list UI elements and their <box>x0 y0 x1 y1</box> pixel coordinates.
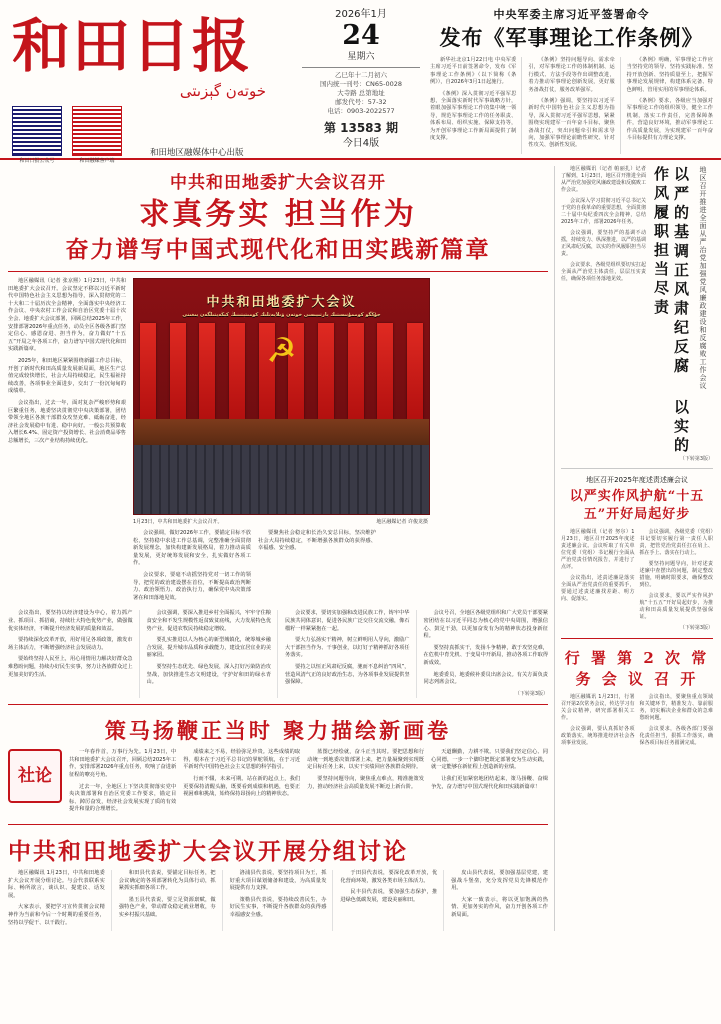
story-paragraph: 2025年，和田地区紧紧围绕新疆工作总目标，开创了新时代和田高质量发展新局面，地区生产总值完成较快增长，社会大局持续稳定，民生福祉持续改善，各项事业全面进步，交出了一份沉甸甸的成绩单。 <box>8 357 126 395</box>
group-discussion-columns <box>8 870 548 931</box>
masthead-left <box>12 14 284 100</box>
story-column <box>8 610 140 698</box>
sidebar-vertical-headline: 以严的基调正风肃纪反腐 以实的作风履职担当尽责 <box>652 166 690 456</box>
story-column <box>230 870 334 931</box>
story-paragraph: 要持续深化改革开放，用好用足各项政策，激发市场主体活力，不断增强经济社会发展动力。 <box>8 637 133 651</box>
photo-credit: 地区融媒记者 许俊龙摄 <box>376 519 428 525</box>
lead-paragraph: 新华社北京1月22日电 中央军委主席习近平日前签署命令，发布《军事理论工作条例》（以下简称《条例》），自2026年3月1日起施行。 <box>430 57 517 86</box>
lead-paragraph: 《条例》强调，要坚持以习近平新时代中国特色社会主义思想为指导，深入贯彻习近平强军思想，紧紧围绕实现建军一百年奋斗目标，聚焦备战打仗，突出问题牵引和需求导向，加强军事理论前瞻性研究、针对性攻关、创新性发展。 <box>528 98 615 149</box>
lead-columns <box>430 57 713 154</box>
group-discussion-headline: 中共和田地委扩大会议开展分组讨论 <box>8 838 408 866</box>
editorial-paragraph: 让我们更加紧密地团结起来，策马扬鞭、奋楫争先，奋力谱写中国式现代化和田实践新篇章！ <box>431 776 548 790</box>
editorial-headline: 策马扬鞭正当时 聚力描绘新画卷 <box>104 718 452 744</box>
story-paragraph: 会议要求，要毫不动摇坚持党对一切工作的领导，把党的政治建设摆在首位，不断提高政治判断力、政治领悟力、政治执行力，确保党中央决策部署在和田落地见效。 <box>133 571 251 601</box>
story-paragraph: 地区融媒讯 1月23日，行署召开第2次常务会议，传达学习有关会议精神，研究部署相关工作。 <box>561 694 635 721</box>
story-paragraph: 要始终坚持人民至上，用心用情用力解决好群众急难愁盼问题，持续办好民生实事，努力让各族群众过上更加美好的生活。 <box>8 656 133 678</box>
lead-column <box>528 57 620 154</box>
page-count: 今日4版 <box>342 138 380 149</box>
story-column <box>119 870 223 931</box>
story-paragraph: 要坚持真抓实干，发扬斗争精神，敢于攻坚克难，在危机中育先机、于变局中开新局，推动各项工作取得新成效。 <box>423 644 549 666</box>
continuation-note: （下转第3版） <box>679 456 713 462</box>
sidebar-third-columns <box>561 694 713 751</box>
conference-photo <box>133 278 430 515</box>
qr-code-group <box>12 106 122 164</box>
story-paragraph: 会议指出，过去一年，面对复杂严峻形势和艰巨繁重任务，地委坚决贯彻党中央决策部署，团结带领全地区各族干部群众攻坚克难、砥砺奋进，经济社会发展稳中有进、稳中向好。一般公共预算收入增长6.4%、固定资产投资增长、社会消费品零售总额增长，三次产业结构持续优化。 <box>8 399 126 444</box>
masthead <box>0 0 721 164</box>
main-story-bottom <box>8 610 548 698</box>
story-paragraph: 皮山县代表说，要加强基层党建，建强战斗堡垒，充分发挥党员先锋模范作用。 <box>451 870 548 892</box>
sidebar-second-headline: 以严实作风护航“十五五”开好局起好步 <box>569 489 705 522</box>
weekday: 星期六 <box>347 52 375 62</box>
story-paragraph: 要大力弘扬实干精神，树立鲜明用人导向，激励广大干部担当作为、干事创业，以钉钉子精神抓好各项任务落实。 <box>285 637 410 659</box>
sidebar-second-kicker: 地区召开2025年度述责述廉会议 <box>586 476 688 484</box>
lead-story <box>430 6 713 154</box>
editorial-paragraph: 过去一年，全地区上下坚决贯彻落实党中央决策部署和自治区党委工作要求，锚定目标、踔厉奋发，经济社会发展实现了质的有效提升和量的合理增长。 <box>69 783 177 813</box>
story-column <box>451 870 548 931</box>
story-paragraph: 地委委员，地委候补委员出席会议。有关方面负责同志列席会议。 <box>423 671 548 686</box>
editorial-block <box>8 749 548 818</box>
editorial-paragraph: 行而不辍，未来可期。站在新的起点上，我们更要保持清醒头脑，既要看到成绩和机遇，也要正视困难和挑战，始终保持昂扬向上的精神状态。 <box>183 776 301 798</box>
continuation-note: （下转第3版） <box>514 690 548 697</box>
photo-banner-text <box>134 291 429 318</box>
story-paragraph: 会议号召，全地区各级党组织和广大党员干部要紧密团结在以习近平同志为核心的党中央周围，增强信心、鼓足干劲，以更加奋发有为的精神状态投身新征程。 <box>423 610 548 640</box>
audience-seating <box>134 445 429 514</box>
qr-caption-app: 和田融媒客户端 <box>79 158 115 164</box>
lead-kicker: 中央军委主席习近平签署命令 <box>493 8 650 21</box>
story-paragraph: 地区融媒讯 1月23日，中共和田地委扩大会议开展分组讨论。与会代表联系实际、畅所欲言，谈认识、提建议、话发展。 <box>8 870 105 899</box>
story-paragraph: 会议强调，要认真抓好各项政策落实，统筹推进经济社会各项事业发展。 <box>561 726 635 746</box>
story-column <box>8 870 112 931</box>
paper-title-uyghur: خوتەن گېزىتى <box>179 82 266 100</box>
lead-paragraph: 《条例》要求，各级应当加强对军事理论工作的组织领导，健全工作机制，落实工作责任，完善保障条件，营造良好环境，推动军事理论工作高质量发展，为实现建军一百年奋斗目标提供有力理论支撑。 <box>626 98 713 142</box>
divider-red <box>8 824 548 825</box>
story-paragraph: 要聚焦社会稳定和长治久安总目标，坚决维护社会大局持续稳定，不断增强各族群众的获得感、幸福感、安全感。 <box>258 530 376 552</box>
sidebar-top-article <box>561 166 713 463</box>
story-paragraph: 于田县代表说，要深化改革开放，优化营商环境，激发各类市场主体活力。 <box>340 870 438 884</box>
story-paragraph: 墨玉县代表说，要立足资源禀赋，做强特色产业，带动群众稳定就业增收，夯实乡村振兴基础。 <box>118 896 216 918</box>
main-story-column <box>8 278 126 606</box>
story-paragraph: 洛浦县代表说，要坚持项目为王，抓好重大项目谋划储备和建设，为高质量发展提供有力支撑。 <box>229 870 327 892</box>
red-flag <box>318 323 334 419</box>
story-paragraph: 会议强调，做好2026年工作，要锚定目标不放松，坚持稳中求进工作总基调，完整准确全面贯彻新发展理念，加快构建新发展格局，着力推动高质量发展，更好统筹发展和安全，扎实做好各项工作。 <box>133 530 251 567</box>
story-column <box>640 694 714 751</box>
sidebar-second-columns <box>561 529 713 632</box>
lead-paragraph: 《条例》深入贯彻习近平强军思想，全面落实新时代军事战略方针，着眼加强军事理论工作的集中统一领导，规范军事理论工作的任务职责、体系布局、组织实施、保障支持等，为开创军事理论工作新局面提供了制度支撑。 <box>430 90 517 142</box>
lead-paragraph: 《条例》明确，军事理论工作应当坚持党的领导、坚持实践标准、坚持开放创新、坚持质量至上，把握军事理论发展规律，构建体系完备、特色鲜明、管用实用的军事理论体系。 <box>626 57 713 93</box>
editorial-column <box>431 749 548 818</box>
photo-banner-cn: 中共和田地委扩大会议 <box>206 295 357 310</box>
publisher-line: 和田地区融媒体中心出版 <box>150 148 244 158</box>
date-year-month: 2026年1月 <box>335 9 387 20</box>
editorial-column <box>69 749 176 818</box>
stage-table <box>134 419 429 445</box>
story-paragraph: 会议要求，要以严实作风护航“十五五”开好局起好步，为推动和田高质量发展提供坚强保证。 <box>639 593 713 620</box>
editorial-paragraph: 一年春作首，万事行为先。1月23日，中共和田地委扩大会议召开，回顾总结2025年工作，安排部署2026年重点任务，吹响了奋进新征程的嘹亮号角。 <box>69 749 177 779</box>
lead-headline: 发布《军事理论工作条例》 <box>439 25 704 50</box>
story-paragraph: 会议指出，述责述廉是落实全面从严治党责任的重要抓手，要通过述责述廉找差距、明方向、促落实。 <box>561 575 635 602</box>
story-paragraph: 要扎实推进以人为核心的新型城镇化，统筹城乡融合发展，提升城市品质和承载能力，建设宜居宜业的美丽家园。 <box>146 637 272 659</box>
story-paragraph: 地区融媒讯（记者 帕丽扎）记者了解到，1月23日，地区召开推进全面从严治党加强党风廉政建设和反腐败工作会议。 <box>561 166 647 193</box>
lunar-date: 乙巳年十二月初六 <box>335 71 387 79</box>
story-paragraph: 大家表示，要把学习宣传贯彻会议精神作为当前和今后一个时期的重要任务，坚持以学促干、以干践行。 <box>8 904 105 926</box>
divider <box>561 468 713 469</box>
qr-code-app[interactable] <box>72 106 122 156</box>
story-paragraph: 和田县代表说，要锚定目标任务，把会议确定的各项部署转化为具体行动，抓紧抓实抓细各项工作。 <box>118 870 216 892</box>
party-emblem-icon: ☭ <box>266 331 297 371</box>
main-headline: 求真务实 担当作为 <box>139 197 417 232</box>
red-flag <box>199 323 215 419</box>
paper-title: 和田日报 <box>12 12 253 80</box>
story-paragraph: 会议要求，各级各部门要强化责任担当，狠抓工作落实，确保各项目标任务圆满完成。 <box>639 726 713 746</box>
issue-number: 第 13583 期 <box>323 121 399 135</box>
story-paragraph: 要持之以恒正风肃纪反腐，驰而不息纠治“四风”，营造风清气正的良好政治生态，为各项事业发展提供坚强保障。 <box>285 663 410 686</box>
story-column <box>561 529 635 632</box>
story-paragraph: 要坚持问题导向，针对述责述廉中查摆出的问题，制定整改措施，明确时限要求，确保整改到位。 <box>639 561 713 588</box>
telephone: 电话：0903-2022577 <box>327 107 395 115</box>
red-flag <box>348 323 364 419</box>
post-code: 邮发代号：57-32 <box>335 98 387 106</box>
story-paragraph: 大家一致表示，将以更加饱满的热情、更加务实的作风，奋力开创各项工作新局面。 <box>451 896 548 918</box>
story-column <box>147 610 279 698</box>
cn-number: 国内统一刊号：CN65-0028 <box>319 80 403 88</box>
editorial-paragraph: 蓝图已经绘就，奋斗正当其时。要把思想和行动统一到地委决策部署上来，把力量凝聚到实现既定目标任务上来，以实干实绩回应各族群众期待。 <box>307 749 425 771</box>
story-column <box>340 870 444 931</box>
story-paragraph: 会议强调，各级党委（党组）书记要切实履行第一责任人职责，把管党治党责任扛在肩上、抓在手上、落实在行动上。 <box>639 529 713 556</box>
red-flag <box>140 323 156 419</box>
photo-caption <box>133 518 428 525</box>
lead-paragraph: 《条例》坚持问题导向、需求牵引，对军事理论工作的体制机制、运行模式、方法手段等作出调整改进，着力推动军事理论创新发展，更好服务备战打仗，服务改革强军。 <box>528 57 615 93</box>
story-column <box>258 530 376 606</box>
photo-block <box>133 278 428 606</box>
sidebar-third-headline: 行 署 第 2 次 常 务 会 议 召 开 <box>564 649 710 688</box>
story-paragraph: 策勒县代表说，要持续改善民生，办好民生实事，不断提升各族群众的获得感幸福感安全感。 <box>229 896 327 918</box>
story-paragraph: 会议深入学习贯彻习近平总书记关于党的自我革命的重要思想，全面贯彻二十届中央纪委四次全会精神，总结2025年工作，部署2026年任务。 <box>561 198 647 225</box>
divider-red <box>8 704 548 705</box>
red-flag <box>377 323 393 419</box>
story-column <box>285 610 417 698</box>
continuation-note: （下转第3版） <box>679 625 713 631</box>
editorial-column <box>183 749 300 818</box>
photo-sub-columns <box>133 530 428 606</box>
story-column <box>133 530 251 606</box>
photo-caption-text: 1月23日，中共和田地委扩大会议召开。 <box>133 519 223 525</box>
story-paragraph: 会议指出，要聚焦重点领域和关键环节，精准发力、靠前服务，切实解决企业和群众的急难愁盼问题。 <box>639 694 713 721</box>
main-subheadline: 奋力谱写中国式现代化和田实践新篇章 <box>65 236 491 263</box>
editorial-paragraph: 成绩来之不易，经验弥足珍贵。这些成绩的取得，根本在于习近平总书记的掌舵领航，在于习近平新时代中国特色社会主义思想的科学指引。 <box>183 749 301 771</box>
story-paragraph: 民丰县代表说，要加强生态保护，推进绿色低碳发展，建设美丽和田。 <box>340 889 438 903</box>
story-column <box>561 694 635 751</box>
story-column <box>640 529 714 632</box>
editorial-stamp <box>8 749 62 818</box>
red-flag <box>229 323 245 419</box>
story-paragraph: 地区融媒讯（记者 张京熙）1月23日，中共和田地委扩大会议召开。会议坚定不移以习近平新时代中国特色社会主义思想为指导，深入贯彻党的二十大和二十届历次全会精神，全面落实中央经济工作会议、中央农村工作会议和自治区党委十届十次全会、地委扩大会议部署，回顾总结2025年工作，安排部署2026年重点任务，动员全区各级各部门坚定信心、感恩奋进、担当作为，奋力做好“十五五”开局之年各项工作，奋力谱写中国式现代化和田实践新篇章。 <box>8 278 126 353</box>
story-paragraph: 会议指出，要坚持以经济建设为中心，着力抓产业、抓项目、抓招商，持续壮大特色优势产业，做强做优实体经济，不断提升经济发展的质量和效益。 <box>8 610 133 632</box>
story-paragraph: 会议强调，要深入推进乡村全面振兴，牢牢守住粮食安全和不发生规模性返贫致贫底线，大力发展特色优势产业，促进农牧民持续稳定增收。 <box>146 610 272 632</box>
red-flag <box>407 323 423 419</box>
main-story-top <box>8 278 548 606</box>
lead-column <box>430 57 522 154</box>
page-body <box>0 160 721 931</box>
main-column <box>8 166 548 931</box>
sidebar-vertical-kicker: 地区召开推进全面从严治党加强党风廉政建设和反腐败工作会议 <box>699 166 707 390</box>
editorial-stamp-label: 社论 <box>18 765 52 786</box>
red-flag <box>170 323 186 419</box>
story-column <box>424 610 549 698</box>
date-day: 24 <box>342 20 380 51</box>
story-paragraph: 会议要求，各级党组织要切实扛起全面从严治党主体责任，层层压实责任，确保各项任务落地见效。 <box>561 262 646 282</box>
address-line: 大寺路 总第地址 <box>337 89 385 97</box>
editorial-column <box>307 749 424 818</box>
story-paragraph: 地区融媒讯（记者 努尔）1月23日，地区召开2025年度述责述廉会议。会议听取了有关单位党委（党组）书记履行全面从严治党责任情况报告，并进行了点评。 <box>561 529 635 570</box>
divider <box>302 67 420 68</box>
photo-banner-ug: جۇڭگو كوممۇنىستىك پارتىيىسى خوتەن ۋىلايەتلىك كومىتېتىنىڭ كېڭەيتىلگەن يىغىنى <box>182 312 381 318</box>
qr-caption-wechat: 和田日报公众号 <box>19 158 55 164</box>
divider-red <box>561 638 713 639</box>
editorial-paragraph: 天道酬勤，力耕不欺。只要我们坚定信心、同心同德，一步一个脚印把既定部署变为生动实践，就一定能够在新征程上创造新的业绩。 <box>431 749 548 771</box>
masthead-dateblock <box>296 8 426 150</box>
story-paragraph: 会议强调，要坚持严的基调不动摇，持续发力、纵深推进，以严的基调正风肃纪反腐，以实的作风履职担当尽责。 <box>561 230 647 257</box>
divider-red <box>8 271 548 272</box>
story-paragraph: 会议要求，要切实加强和改进民族工作，铸牢中华民族共同体意识，促进各民族广泛交往交流交融，像石榴籽一样紧紧抱在一起。 <box>285 610 410 632</box>
story-paragraph: 要坚持生态优先、绿色发展，深入打好污染防治攻坚战，加快推进生态文明建设，守护好和田的绿水青山。 <box>146 663 271 686</box>
vertical-headline-wrap <box>561 166 713 456</box>
lead-column <box>627 57 713 154</box>
sidebar-column <box>554 166 713 931</box>
main-kicker: 中共和田地委扩大会议召开 <box>170 173 386 193</box>
qr-code-wechat[interactable] <box>12 106 62 156</box>
editorial-paragraph: 要坚持问题导向，聚焦重点难点，精准施策发力，推动经济社会高质量发展不断迈上新台阶。 <box>307 776 425 790</box>
